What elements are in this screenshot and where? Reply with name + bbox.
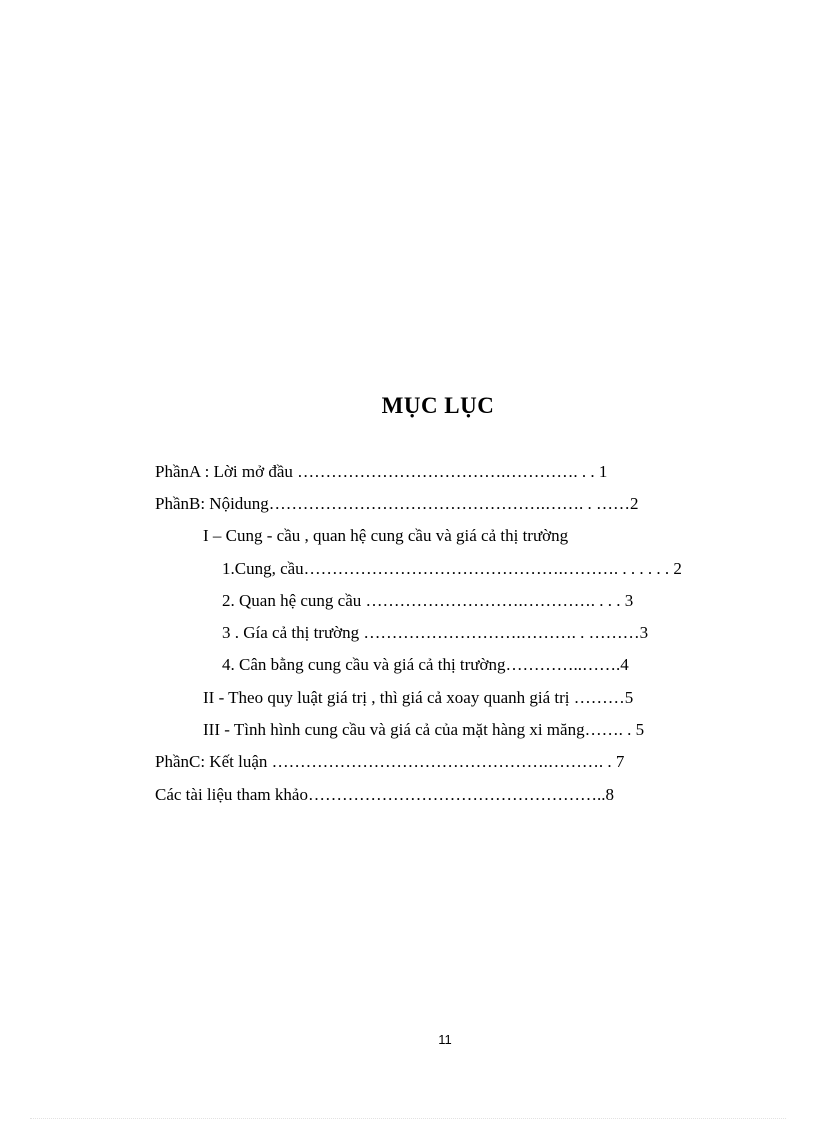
toc-entry-1-4: 4. Cân bằng cung cầu và giá cả thị trường…………..…….4 [222, 655, 629, 674]
toc-entry-part-b: PhầnB: Nộidung………………………………………….……. . ……2 [155, 494, 639, 513]
page-title: MỤC LỤC [381, 393, 495, 418]
page-number: 11 [438, 1032, 452, 1047]
toc-entry-1-1: 1.Cung, cầu……………………………………….………. . . . . . . 2 [222, 559, 682, 578]
toc-entry-section-2: II - Theo quy luật giá trị , thì giá cả xoay quanh giá trị ………5 [203, 688, 634, 707]
toc-entry-part-c: PhầnC: Kết luận ………………………………………….………. . 7 [155, 752, 625, 771]
toc-entry-section-3: III - Tình hình cung cầu và giá cả của mặt hàng xi măng……. . 5 [203, 720, 645, 739]
toc-entry-1-3: 3 . Gía cả thị trường ……………………….………. . ………3 [222, 623, 649, 642]
toc-entry-references: Các tài liệu tham khảo……………………………………………..8 [155, 785, 614, 804]
page-bottom-divider [30, 1118, 786, 1119]
toc-entry-part-a: PhầnA : Lời mở đầu ……………………………….…………. . . 1 [155, 462, 608, 481]
toc-entry-1-2: 2. Quan hệ cung cầu ……………………….…………. . . . 3 [222, 591, 634, 610]
toc-entry-section-1: I – Cung - cầu , quan hệ cung cầu và giá cả thị trường [203, 526, 569, 545]
